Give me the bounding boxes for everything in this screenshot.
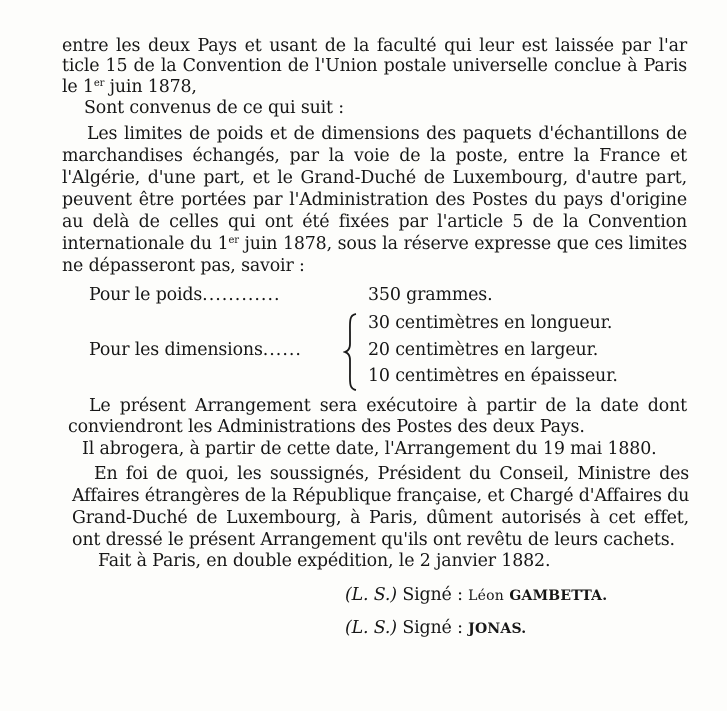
text-line-9: au delà de celles qui ont été fixées par l'article 5 de la Convention bbox=[62, 212, 687, 232]
text-line-19: Fait à Paris, en double expédition, le 2 janvier 1882. bbox=[98, 551, 551, 571]
text-line-14: Il abrogera, à partir de cette date, l'Arrangement du 19 mai 1880. bbox=[82, 439, 657, 459]
text-line-13: conviendront les Administrations des Postes des deux Pays. bbox=[68, 417, 585, 437]
text-line-18: ont dressé le présent Arrangement qu'ils ont revêtu de leurs cachets. bbox=[72, 530, 675, 550]
text-line-7: l'Algérie, d'une part, et le Grand-Duché de Luxembourg, d'autre part, bbox=[62, 168, 687, 188]
dimension-width: 20 centimètres en largeur. bbox=[368, 340, 599, 360]
text-line-12: Le présent Arrangement sera exécutoire à partir de la date dont bbox=[89, 396, 687, 416]
text-line-6: marchandises échangés, par la voie de la poste, entre la France et bbox=[62, 146, 687, 166]
dimensions-label: Pour les dimensions...... bbox=[89, 340, 302, 360]
text-line-16: Affaires étrangères de la République française, et Chargé d'Affaires du bbox=[72, 486, 690, 506]
seal-mark: (L. S.) bbox=[345, 618, 397, 638]
text-line-10: internationale du 1er juin 1878, sous la réserve expresse que ces limites bbox=[62, 234, 687, 254]
text-line-4: Sont convenus de ce qui suit : bbox=[84, 98, 344, 118]
text-line-17: Grand-Duché de Luxembourg, à Paris, dûment autorisés à cet effet, bbox=[72, 508, 689, 528]
weight-label: Pour le poids............ bbox=[89, 285, 281, 305]
signature-jonas: (L. S.) Signé : JONAS. bbox=[345, 618, 527, 638]
dimension-length: 30 centimètres en longueur. bbox=[368, 313, 613, 333]
signature-gambetta: (L. S.) Signé : Léon GAMBETTA. bbox=[345, 585, 608, 605]
text-line-8: peuvent être portées par l'Administration des Postes du pays d'origine bbox=[62, 190, 687, 210]
weight-value: 350 grammes. bbox=[368, 285, 493, 305]
text-line-11: ne dépasseront pas, savoir : bbox=[62, 256, 305, 276]
text-line-3: le 1er juin 1878, bbox=[62, 77, 197, 97]
text-line-2: ticle 15 de la Convention de l'Union postale universelle conclue à Paris bbox=[62, 56, 687, 76]
text-line-5: Les limites de poids et de dimensions des paquets d'échantillons de bbox=[87, 124, 687, 144]
text-line-15: En foi de quoi, les soussignés, Président du Conseil, Ministre des bbox=[94, 464, 689, 484]
seal-mark: (L. S.) bbox=[345, 585, 397, 605]
text-line-1: entre les deux Pays et usant de la faculté qui leur est laissée par l'ar bbox=[62, 36, 687, 56]
curly-brace-icon bbox=[343, 312, 359, 392]
dimension-thickness: 10 centimètres en épaisseur. bbox=[368, 366, 618, 386]
